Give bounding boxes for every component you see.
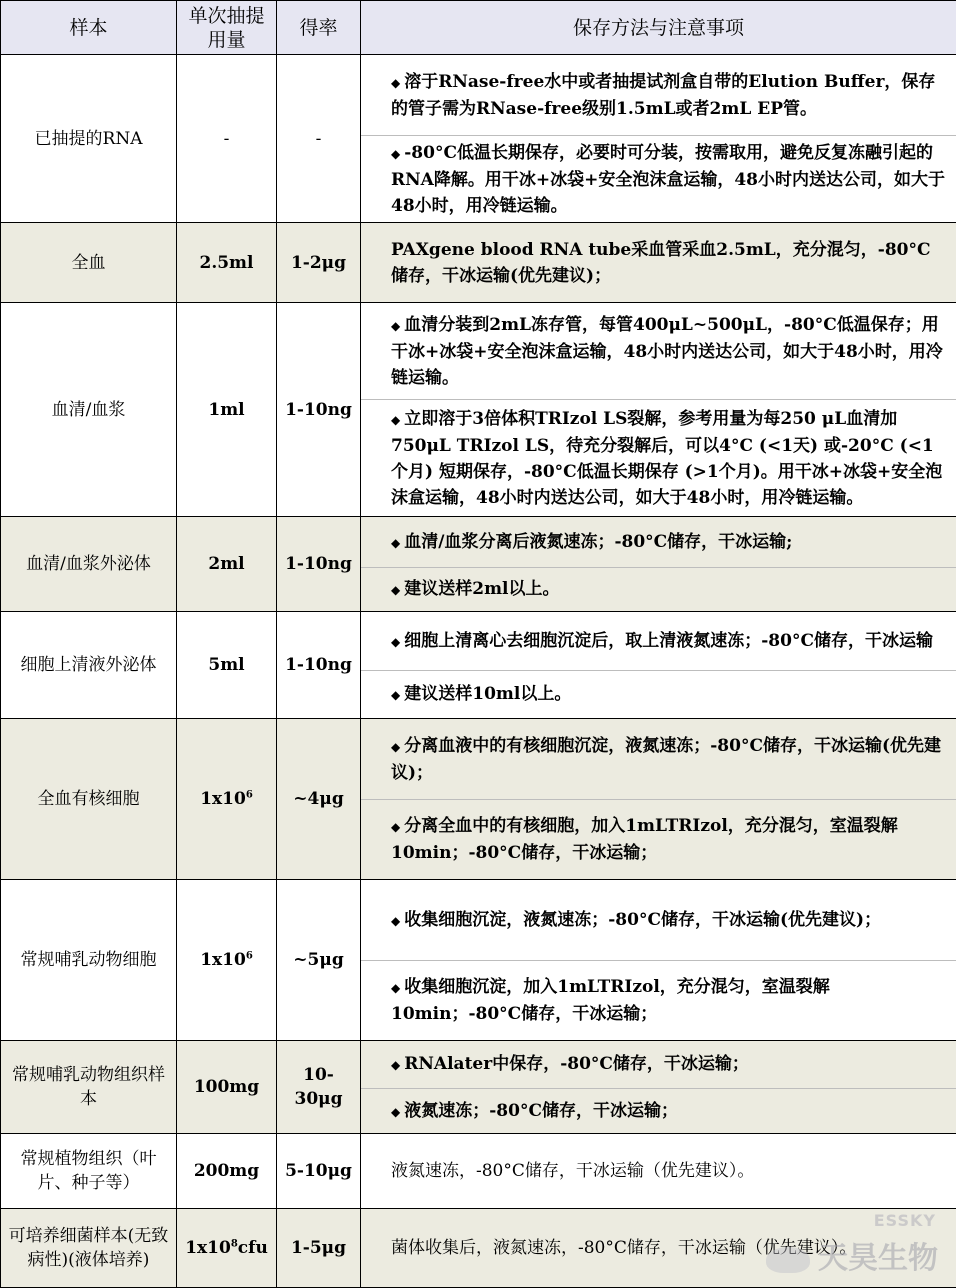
yield-cell: ~4μg bbox=[277, 719, 361, 880]
sample-cell: 常规哺乳动物组织样本 bbox=[1, 1041, 177, 1134]
yield-cell: 1-5μg bbox=[277, 1209, 361, 1288]
sample-cell: 全血有核细胞 bbox=[1, 719, 177, 880]
amount-cell: 1ml bbox=[177, 303, 277, 517]
note-item: ◆ RNAlater中保存，-80°C储存，干冰运输； bbox=[361, 1041, 956, 1088]
note-item: ◆ 建议送样10ml以上。 bbox=[361, 670, 956, 718]
yield-cell: - bbox=[277, 55, 361, 223]
amount-cell: 100mg bbox=[177, 1041, 277, 1134]
note-item: ◆ 建议送样2ml以上。 bbox=[361, 567, 956, 611]
note-item: ◆ 液氮速冻；-80°C储存，干冰运输； bbox=[361, 1088, 956, 1133]
table-row bbox=[1, 223, 956, 303]
diamond-bullet-icon: ◆ bbox=[391, 583, 400, 597]
yield-cell: 1-10ng bbox=[277, 517, 361, 612]
diamond-bullet-icon: ◆ bbox=[391, 76, 400, 90]
diamond-bullet-icon: ◆ bbox=[391, 820, 400, 834]
note-item: ◆ 收集细胞沉淀，加入1mLTRIzol，充分混匀，室温裂解10min；-80°C储存，干冰运输； bbox=[361, 960, 956, 1040]
amount-cell: - bbox=[177, 55, 277, 223]
diamond-bullet-icon: ◆ bbox=[391, 319, 400, 333]
yield-cell: 10-30μg bbox=[277, 1041, 361, 1134]
yield-cell: 1-2μg bbox=[277, 223, 361, 303]
amount-cell: 2.5ml bbox=[177, 223, 277, 303]
table-row bbox=[1, 1041, 956, 1134]
sample-cell: 已抽提的RNA bbox=[1, 55, 177, 223]
note-item: ◆ 细胞上清离心去细胞沉淀后，取上清液氮速冻；-80°C储存，干冰运输 bbox=[361, 612, 956, 670]
header-amount-line1: 单次抽提 bbox=[188, 5, 264, 27]
note-text: PAXgene blood RNA tube采血管采血2.5mL，充分混匀，-80°C储存，干冰运输(优先建议)； bbox=[361, 237, 956, 289]
sample-cell: 可培养细菌样本(无致病性)(液体培养) bbox=[1, 1209, 177, 1288]
table-row bbox=[1, 719, 956, 880]
sample-cell: 全血 bbox=[1, 223, 177, 303]
yield-cell: ~5μg bbox=[277, 880, 361, 1041]
amount-cell: 2ml bbox=[177, 517, 277, 612]
yield-cell: 1-10ng bbox=[277, 303, 361, 517]
sample-cell: 常规植物组织（叶片、种子等） bbox=[1, 1134, 177, 1209]
note-item: ◆ 分离全血中的有核细胞，加入1mLTRIzol，充分混匀，室温裂解10min；-80°C储存，干冰运输； bbox=[361, 799, 956, 879]
note-item: ◆ 收集细胞沉淀，液氮速冻；-80°C储存，干冰运输(优先建议)； bbox=[361, 880, 956, 960]
notes-cell bbox=[361, 1041, 956, 1134]
notes-cell bbox=[361, 303, 956, 517]
diamond-bullet-icon: ◆ bbox=[391, 688, 400, 702]
amount-cell: 5ml bbox=[177, 612, 277, 719]
sample-cell: 细胞上清液外泌体 bbox=[1, 612, 177, 719]
watermark-main-text: 天昊生物 bbox=[818, 1241, 938, 1276]
diamond-bullet-icon: ◆ bbox=[391, 740, 400, 754]
diamond-bullet-icon: ◆ bbox=[391, 914, 400, 928]
diamond-bullet-icon: ◆ bbox=[391, 1058, 400, 1072]
note-item: ◆ 立即溶于3倍体积TRIzol LS裂解，参考用量为每250 μL血清加750μL TRIzol LS，待充分裂解后，可以4°C (<1天) 或-20°C (<1个月) 短期保存，-80°C低温长期保存 (>1个月)。用干冰+冰袋+安全泡沫盒运输，48小时内送达公司，如大于48小时，用冷链运输。 bbox=[361, 399, 956, 516]
diamond-bullet-icon: ◆ bbox=[391, 981, 400, 995]
sample-cell: 血清/血浆外泌体 bbox=[1, 517, 177, 612]
table-row bbox=[1, 880, 956, 1041]
note-text: 液氮速冻，-80°C储存，干冰运输（优先建议）。 bbox=[361, 1158, 956, 1184]
yield-cell: 1-10ng bbox=[277, 612, 361, 719]
amount-cell: $1x10^6$ bbox=[177, 880, 277, 1041]
notes-cell bbox=[361, 1209, 956, 1288]
note-item: ◆ 血清分装到2mL冻存管，每管400μL~500μL，-80°C低温保存；用干冰+冰袋+安全泡沫盒运输，48小时内送达公司，如大于48小时，用冷链运输。 bbox=[361, 303, 956, 399]
header-row bbox=[1, 1, 956, 55]
amount-cell: $1x10^6$ bbox=[177, 719, 277, 880]
amount-cell: 200mg bbox=[177, 1134, 277, 1209]
table-row bbox=[1, 1134, 956, 1209]
table-row bbox=[1, 303, 956, 517]
note-text: 菌体收集后，液氮速冻，-80°C储存，干冰运输（优先建议）。 bbox=[361, 1235, 956, 1261]
table-row bbox=[1, 1209, 956, 1288]
watermark-top-text: ESSKY bbox=[874, 1211, 936, 1230]
sample-cell: 常规哺乳动物细胞 bbox=[1, 880, 177, 1041]
header-amount bbox=[177, 1, 277, 55]
header-amount-line2: 用量 bbox=[207, 29, 245, 51]
header-yield: 得率 bbox=[277, 1, 361, 55]
notes-cell bbox=[361, 55, 956, 223]
notes-cell bbox=[361, 1134, 956, 1209]
note-item: ◆ -80°C低温长期保存，必要时可分装，按需取用，避免反复冻融引起的RNA降解。用干冰+冰袋+安全泡沫盒运输，48小时内送达公司，如大于48小时，用冷链运输。 bbox=[361, 135, 956, 222]
header-storage: 保存方法与注意事项 bbox=[361, 1, 956, 55]
yield-cell: 5-10μg bbox=[277, 1134, 361, 1209]
sample-cell: 血清/血浆 bbox=[1, 303, 177, 517]
diamond-bullet-icon: ◆ bbox=[391, 147, 400, 161]
note-item: ◆ 溶于RNase-free水中或者抽提试剂盒自带的Elution Buffer，保存的管子需为RNase-free级别1.5mL或者2mL EP管。 bbox=[361, 55, 956, 135]
diamond-bullet-icon: ◆ bbox=[391, 536, 400, 550]
note-item: ◆ 分离血液中的有核细胞沉淀，液氮速冻；-80°C储存，干冰运输(优先建议)； bbox=[361, 719, 956, 799]
note-item: ◆ 血清/血浆分离后液氮速冻；-80°C储存，干冰运输; bbox=[361, 517, 956, 567]
header-sample: 样本 bbox=[1, 1, 177, 55]
amount-cell: $1x10^8cfu$ bbox=[177, 1209, 277, 1288]
notes-cell bbox=[361, 880, 956, 1041]
diamond-bullet-icon: ◆ bbox=[391, 1105, 400, 1119]
table-row bbox=[1, 55, 956, 223]
notes-cell bbox=[361, 612, 956, 719]
table-row bbox=[1, 517, 956, 612]
table-row bbox=[1, 612, 956, 719]
notes-cell bbox=[361, 719, 956, 880]
notes-cell bbox=[361, 517, 956, 612]
notes-cell bbox=[361, 223, 956, 303]
diamond-bullet-icon: ◆ bbox=[391, 413, 400, 427]
diamond-bullet-icon: ◆ bbox=[391, 635, 400, 649]
